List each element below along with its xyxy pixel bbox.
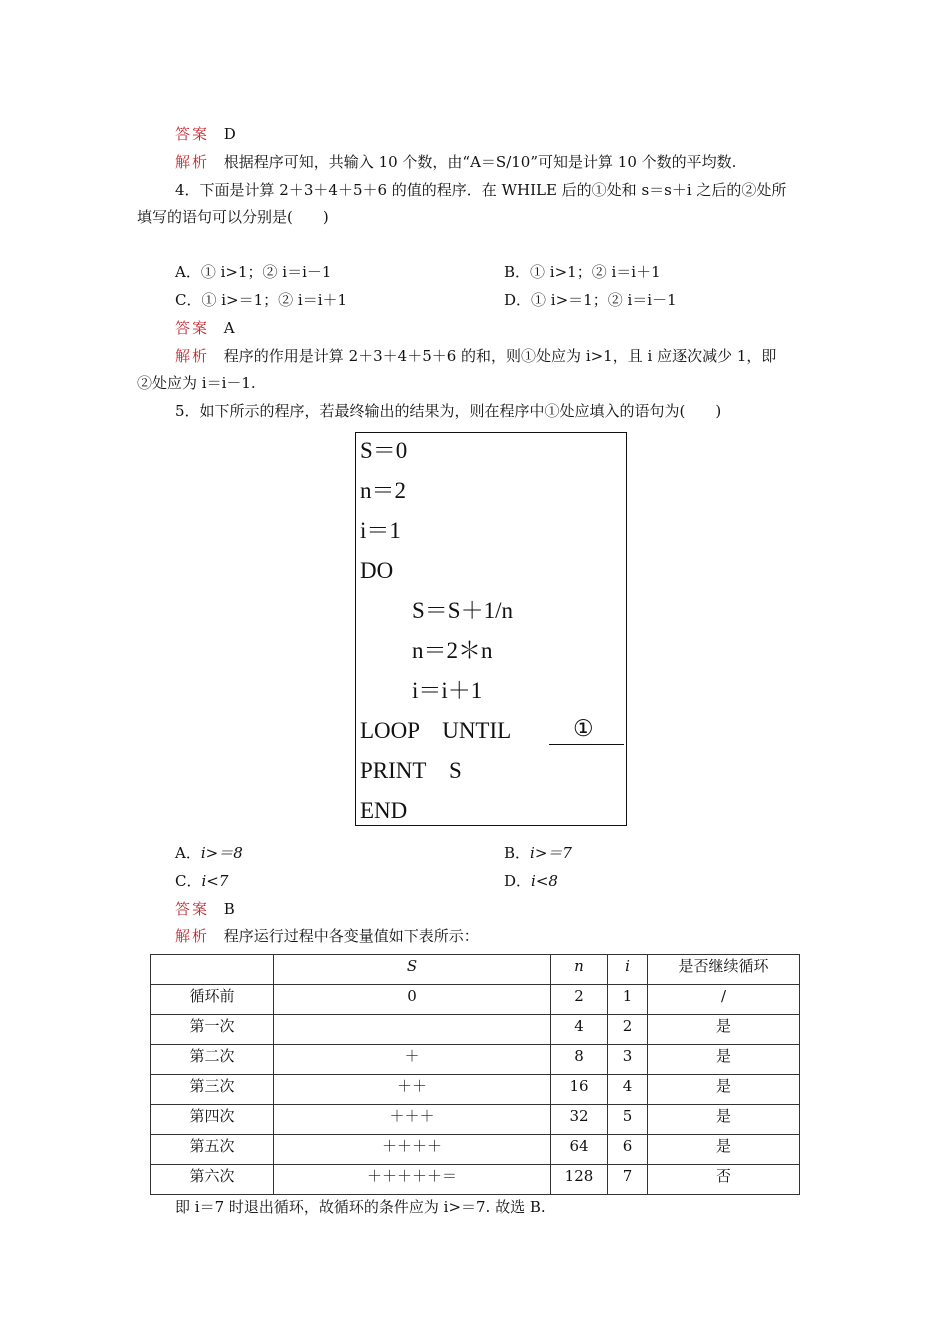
q4-analysis-line2: ②处应为 i＝i－1. (137, 374, 256, 392)
option-letter: B． (504, 844, 531, 862)
table-cell (274, 1015, 551, 1045)
q4-option-a: A．① i>1；② i＝i－1 (175, 263, 332, 281)
program-line: i＝i＋1 (412, 678, 483, 703)
table-row (151, 1165, 800, 1195)
table-cell: ＋ (274, 1045, 551, 1075)
q4-analysis-line1 (175, 346, 776, 366)
table-row (151, 1075, 800, 1105)
analysis-text: 程序的作用是计算 2＋3＋4＋5＋6 的和，则①处应为 i>1，且 i 应逐次减少 1，即 (223, 347, 777, 365)
q4-answer-line (175, 318, 235, 338)
table-cell: / (648, 985, 800, 1015)
table-cell: 是 (648, 1105, 800, 1135)
q5-stem: 5．如下所示的程序，若最终输出的结果为，则在程序中①处应填入的语句为( ) (175, 402, 722, 420)
table-cell: ＋＋＋ (274, 1105, 551, 1135)
q3-answer-line (175, 124, 236, 144)
program-line: END (360, 798, 408, 823)
table-row (151, 1105, 800, 1135)
table-row (151, 1135, 800, 1165)
table-cell: 4 (551, 1015, 608, 1045)
option-text: i>＝7 (530, 844, 572, 862)
option-text: i>＝8 (200, 844, 243, 862)
q5-analysis-line (175, 926, 479, 946)
table-cell: 16 (551, 1075, 608, 1105)
table-row (151, 1045, 800, 1075)
q5-option-b (504, 843, 572, 863)
table-cell: 64 (551, 1135, 608, 1165)
analysis-label: 解析 (175, 347, 210, 365)
table-row (151, 1015, 800, 1045)
analysis-text: 根据程序可知，共输入 10 个数，由“A＝S/10”可知是计算 10 个数的平均数. (223, 153, 737, 171)
analysis-label: 解析 (175, 153, 210, 171)
table-cell: 3 (608, 1045, 648, 1075)
table-cell: 否 (648, 1165, 800, 1195)
q4-stem-line1: 4．下面是计算 2＋3＋4＋5＋6 的值的程序．在 WHILE 后的①处和 s＝s＋i 之后的②处所 (175, 181, 787, 199)
analysis-text: 程序运行过程中各变量值如下表所示： (223, 927, 479, 945)
program-line: PRINT S (360, 758, 462, 783)
table-cell: ＋＋ (274, 1075, 551, 1105)
table-cell: 是 (648, 1015, 800, 1045)
answer-value: B (223, 900, 235, 918)
option-letter: D． (504, 872, 532, 890)
table-cell: ＋＋＋＋ (274, 1135, 551, 1165)
table-cell: 是 (648, 1045, 800, 1075)
program-line: DO (360, 558, 394, 583)
q5-answer-line (175, 899, 235, 919)
answer-value: A (223, 319, 235, 337)
table-cell: 第六次 (151, 1165, 274, 1195)
table-cell: 第五次 (151, 1135, 274, 1165)
table-cell: 2 (551, 985, 608, 1015)
table-cell: 第三次 (151, 1075, 274, 1105)
table-cell: 是 (648, 1075, 800, 1105)
q4-option-d: D．① i>＝1；② i＝i－1 (504, 291, 677, 309)
option-text: i<8 (531, 872, 558, 890)
table-header-cell: 是否继续循环 (648, 955, 800, 985)
table-cell: 是 (648, 1135, 800, 1165)
table-header-cell: i (608, 955, 648, 985)
program-line: S＝0 (360, 438, 408, 463)
variable-table (150, 954, 800, 1195)
table-cell: 8 (551, 1045, 608, 1075)
q5-option-d (504, 871, 558, 891)
program-line: n＝2 (360, 478, 406, 503)
q4-option-b: B．① i>1；② i＝i＋1 (504, 263, 661, 281)
fill-blank-underline (549, 744, 624, 745)
answer-value: D (223, 125, 236, 143)
q3-analysis-line (175, 152, 736, 172)
program-box (355, 432, 627, 826)
program-line: i＝1 (360, 518, 401, 543)
table-cell: ＋＋＋＋＋＝ (274, 1165, 551, 1195)
table-cell: 32 (551, 1105, 608, 1135)
table-cell: 0 (274, 985, 551, 1015)
option-text: i<7 (201, 872, 229, 890)
table-cell: 128 (551, 1165, 608, 1195)
answer-label: 答案 (175, 125, 210, 143)
table-cell: 5 (608, 1105, 648, 1135)
program-line: n＝2＊n (412, 638, 493, 663)
table-cell: 7 (608, 1165, 648, 1195)
table-header-cell: S (274, 955, 551, 985)
analysis-label: 解析 (175, 927, 210, 945)
table-cell: 第一次 (151, 1015, 274, 1045)
program-line: S＝S＋1/n (412, 598, 513, 623)
table-header-cell: n (551, 955, 608, 985)
table-cell: 6 (608, 1135, 648, 1165)
q5-option-c (175, 871, 228, 891)
table-cell: 第二次 (151, 1045, 274, 1075)
q4-option-c: C．① i>＝1；② i＝i＋1 (175, 291, 348, 309)
table-cell: 2 (608, 1015, 648, 1045)
table-row (151, 985, 800, 1015)
program-line: LOOP UNTIL (360, 718, 512, 743)
table-cell: 1 (608, 985, 648, 1015)
table-cell: 第四次 (151, 1105, 274, 1135)
answer-label: 答案 (175, 900, 210, 918)
table-header-row (151, 955, 800, 985)
q5-conclusion: 即 i＝7 时退出循环，故循环的条件应为 i>＝7. 故选 B. (175, 1198, 546, 1216)
answer-label: 答案 (175, 319, 210, 337)
option-letter: A． (175, 844, 201, 862)
q5-option-a (175, 843, 243, 863)
table-cell: 4 (608, 1075, 648, 1105)
blank-marker: ① (573, 716, 594, 741)
table-header-cell (151, 955, 274, 985)
q4-stem-line2: 填写的语句可以分别是( ) (137, 208, 329, 226)
option-letter: C． (175, 872, 202, 890)
table-cell: 循环前 (151, 985, 274, 1015)
